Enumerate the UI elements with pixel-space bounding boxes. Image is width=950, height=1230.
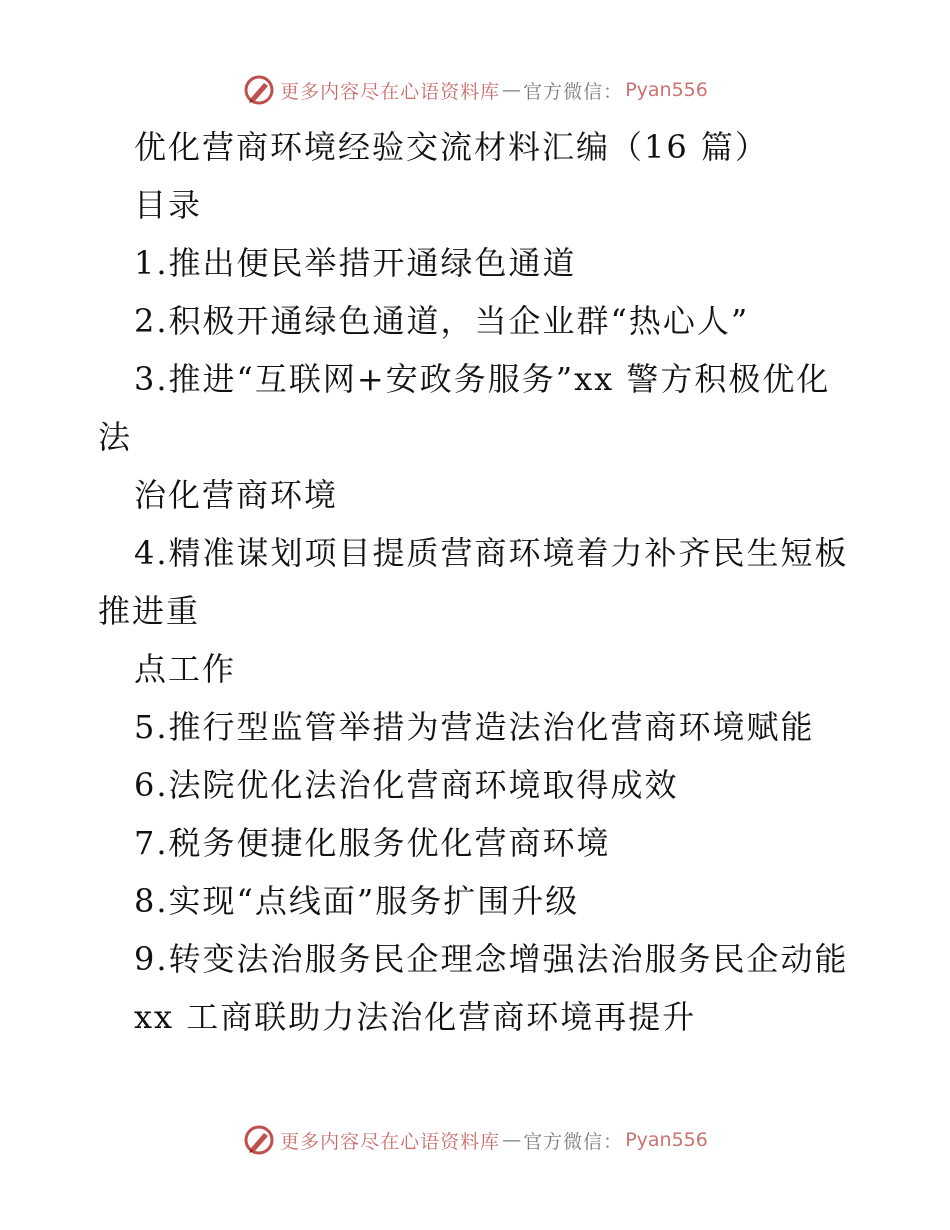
toc-item-4-continued: 点工作 — [134, 650, 237, 688]
watermark-footer — [0, 1120, 950, 1160]
watermark-dash: — — [502, 79, 522, 101]
toc-item-4: 4.精准谋划项目提质营商环境着力补齐民生短板 — [134, 534, 849, 572]
toc-item-5: 5.推行型监管举措为营造法治化营商环境赋能 — [134, 708, 815, 746]
watermark-header — [0, 70, 950, 110]
toc-item-10: xx 工商联助力法治化营商环境再提升 — [134, 998, 697, 1036]
pen-logo-icon — [242, 1123, 276, 1157]
toc-item-3-continued: 治化营商环境 — [134, 476, 339, 514]
toc-item-2: 2.积极开通绿色通道，当企业群“热心人” — [134, 302, 750, 340]
watermark-main-text: 更多内容尽在心语资料库 — [280, 80, 501, 103]
toc-item-6: 6.法院优化法治化营商环境取得成效 — [134, 766, 679, 804]
document-title: 优化营商环境经验交流材料汇编（16 篇） — [134, 128, 769, 166]
toc-item-3: 3.推进“互联网+安政务服务”xx 警方积极优化 — [134, 360, 831, 398]
watermark-official-text: 官方微信： — [523, 80, 624, 103]
watermark-main-text: 更多内容尽在心语资料库 — [280, 1130, 501, 1153]
toc-item-7: 7.税务便捷化服务优化营商环境 — [134, 824, 611, 862]
toc-heading: 目录 — [134, 186, 203, 224]
toc-item-1: 1.推出便民举措开通绿色通道 — [134, 244, 577, 282]
toc-item-8: 8.实现“点线面”服务扩围升级 — [134, 882, 580, 920]
watermark-wechat-id: Pyan556 — [625, 1129, 708, 1151]
document-body — [0, 118, 950, 1046]
toc-item-3-wrap: 法 — [98, 418, 133, 456]
watermark-official-text: 官方微信： — [523, 1130, 624, 1153]
toc-item-9: 9.转变法治服务民企理念增强法治服务民企动能 — [134, 940, 849, 978]
watermark-wechat-id: Pyan556 — [625, 79, 708, 101]
pen-logo-icon — [242, 73, 276, 107]
watermark-dash: — — [502, 1129, 522, 1151]
toc-item-4-wrap: 推进重 — [98, 592, 201, 630]
